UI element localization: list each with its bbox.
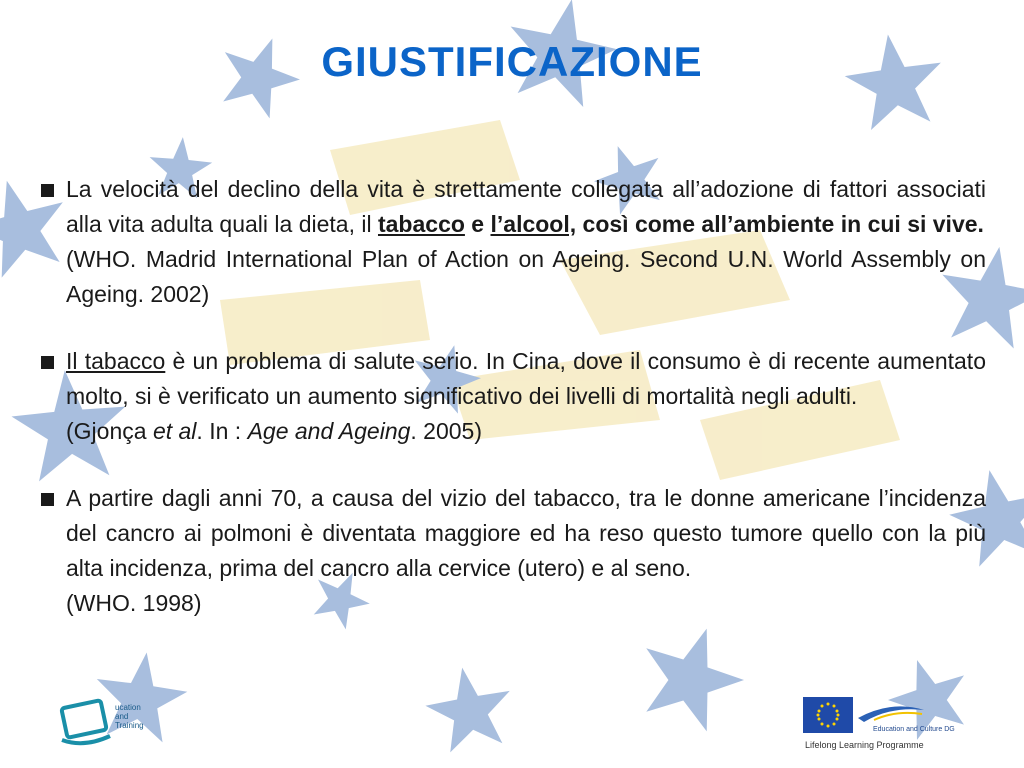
tabacco-term: tabacco xyxy=(377,211,465,237)
bullet-1-text xyxy=(66,172,986,242)
bullet-3-text: A partire dagli anni 70, a causa del vizio del tabacco, tra le donne americane l’incidenza del cancro ai polmoni è diventata maggiore ed ha reso questo tumore quello con la più alta incidenza, prima del cancro alla cervice (utero) e al seno. xyxy=(66,485,986,581)
citation-journal: Age and Ageing xyxy=(247,418,411,444)
education-culture-swoosh-icon xyxy=(856,700,926,726)
citation-et-al: et al xyxy=(152,418,197,444)
education-culture-dg-label: Education and Culture DG xyxy=(873,726,955,733)
bullet-1-text-start: La velocità del declino della vita è strettamente collegata all’adozione di fattori associati alla vita adulta quali la dieta, il xyxy=(66,176,986,237)
logo-line-2: and xyxy=(115,712,129,721)
bullet-3 xyxy=(40,481,986,621)
bullet-2-text xyxy=(66,344,986,414)
education-training-logo xyxy=(58,690,168,754)
bullet-square-icon xyxy=(41,356,54,369)
citation-author: (Gjonça xyxy=(66,418,153,444)
bullet-2-text-body: è un problema di salute serio. In Cina, dove il consumo è di recente aumentato molto, si è verificato un aumento significativo dei livelli di mortalità negli adulti. xyxy=(66,348,986,409)
bullet-2 xyxy=(40,344,986,449)
logo-line-3: Training xyxy=(115,721,144,730)
slide-body xyxy=(40,172,986,621)
bullet-2-content xyxy=(66,344,986,449)
bullet-1 xyxy=(40,172,986,312)
bullet-square-icon xyxy=(41,184,54,197)
citation-in: . In : xyxy=(196,418,248,444)
slide-title: GIUSTIFICAZIONE xyxy=(321,38,703,85)
bullet-1-content xyxy=(66,172,986,312)
conjunction-e: e xyxy=(464,211,491,237)
bullet-3-content xyxy=(66,481,986,621)
education-training-text xyxy=(115,703,144,730)
bullet-2-citation xyxy=(66,414,986,449)
bullet-1-citation: (WHO. Madrid International Plan of Action on Ageing. Second U.N. World Assembly on Ageing. 2002) xyxy=(66,246,986,307)
alcool-term: l’alcool, xyxy=(490,211,577,237)
eu-flag-icon xyxy=(803,697,853,733)
bullet-3-citation: (WHO. 1998) xyxy=(66,590,202,616)
logo-line-1: ucation xyxy=(115,703,141,712)
bullet-square-icon xyxy=(41,493,54,506)
bullet-1-text-end: così come all’ambiente in cui si vive. xyxy=(576,211,984,237)
citation-year: . 2005) xyxy=(410,418,483,444)
il-tabacco-term: Il tabacco xyxy=(66,348,166,374)
lifelong-learning-label: Lifelong Learning Programme xyxy=(805,740,924,750)
